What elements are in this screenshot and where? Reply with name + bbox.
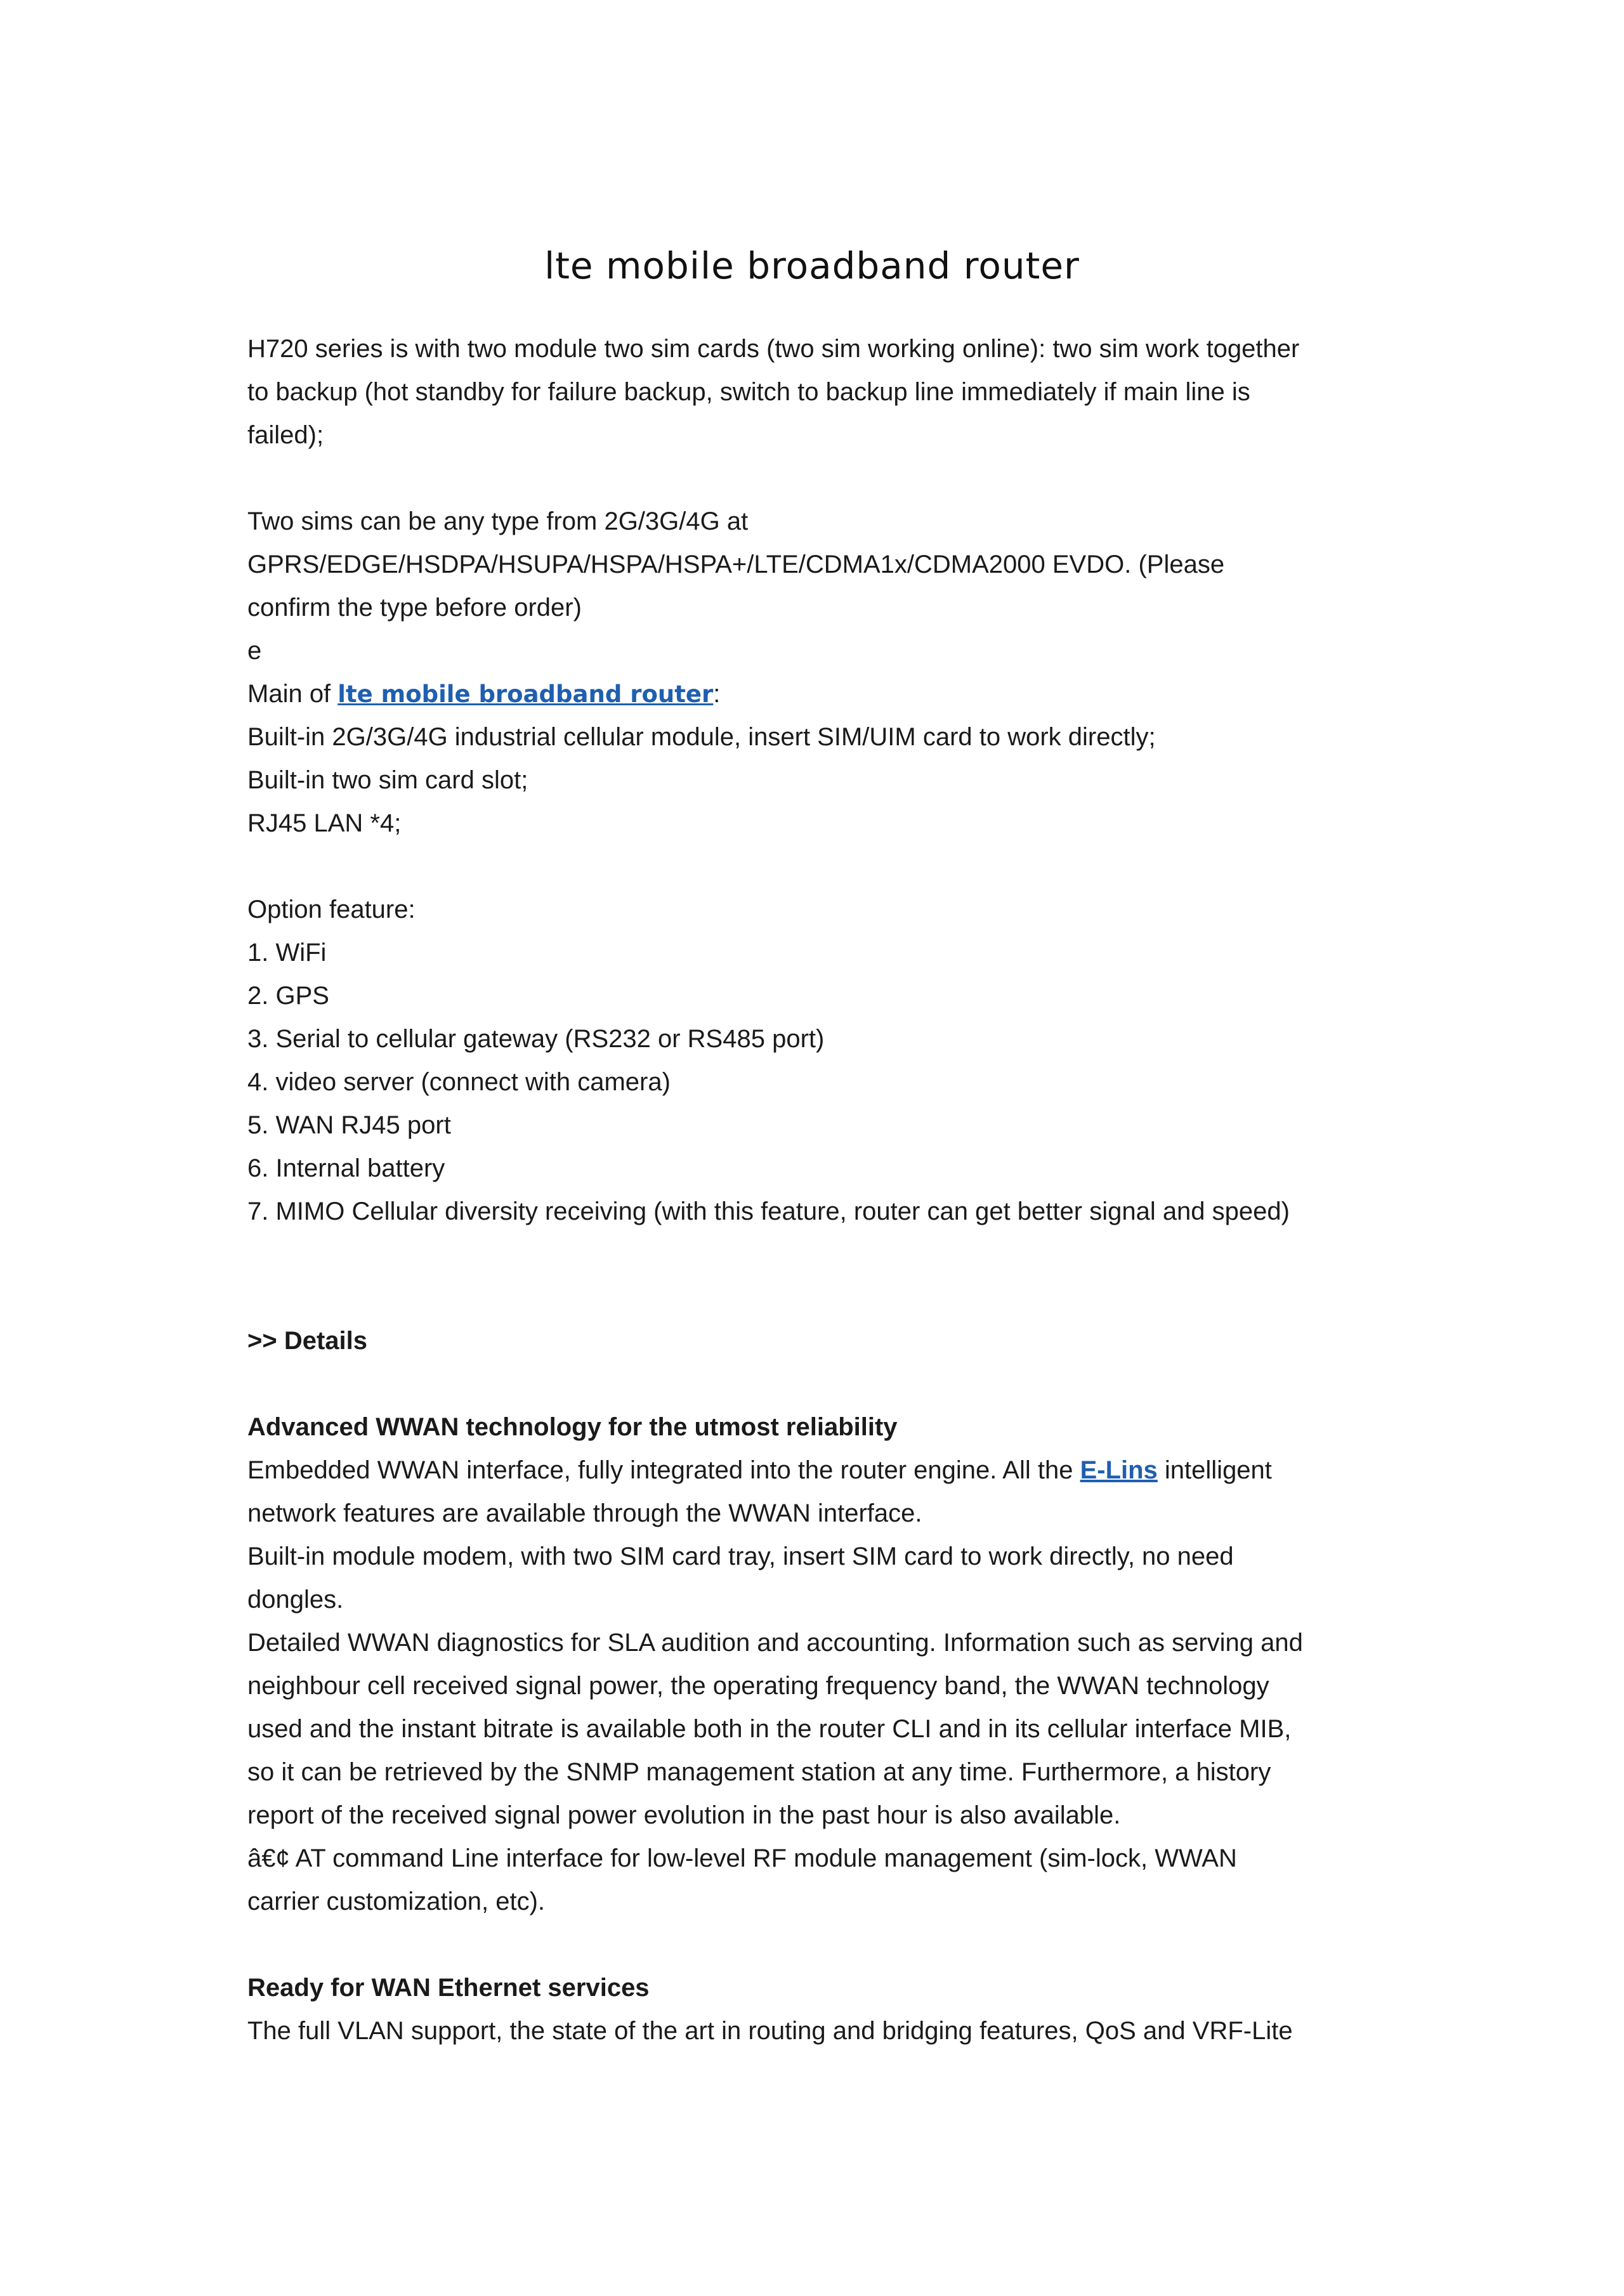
option-item: 2. GPS	[247, 982, 329, 1010]
main-item: RJ45 LAN *4;	[247, 809, 402, 837]
intro-line: to backup (hot standby for failure backup, switch to backup line immediately if main line is	[247, 378, 1250, 406]
wwan-line: â€¢ AT command Line interface for low-level RF module management (sim-lock, WWAN	[247, 1844, 1237, 1872]
ethernet-line: The full VLAN support, the state of the art in routing and bridging features, QoS and VRF-Lite	[247, 2017, 1293, 2045]
wwan-line: so it can be retrieved by the SNMP management station at any time. Furthermore, a history	[247, 1758, 1271, 1786]
document-body	[247, 327, 1408, 2052]
sims-line: e	[247, 637, 262, 665]
main-heading	[247, 672, 1408, 715]
option-item: 4. video server (connect with camera)	[247, 1068, 671, 1096]
elins-link[interactable]: E-Lins	[1080, 1456, 1158, 1484]
sims-line: GPRS/EDGE/HSDPA/HSUPA/HSPA/HSPA+/LTE/CDMA1x/CDMA2000 EVDO. (Please	[247, 551, 1225, 578]
sims-line: confirm the type before order)	[247, 594, 582, 622]
wwan-line: neighbour cell received signal power, the operating frequency band, the WWAN technology	[247, 1672, 1269, 1700]
wwan-line: report of the received signal power evolution in the past hour is also available.	[247, 1801, 1121, 1829]
sims-line: Two sims can be any type from 2G/3G/4G at	[247, 507, 749, 535]
option-item: 7. MIMO Cellular diversity receiving (with this feature, router can get better signal and speed)	[247, 1197, 1290, 1225]
wwan-line: Built-in module modem, with two SIM card tray, insert SIM card to work directly, no need	[247, 1543, 1234, 1570]
main-prefix: Main of	[247, 680, 338, 708]
option-item: 3. Serial to cellular gateway (RS232 or RS485 port)	[247, 1025, 825, 1053]
main-suffix: :	[713, 680, 721, 708]
ethernet-heading: Ready for WAN Ethernet services	[247, 1974, 650, 2002]
page-title: lte mobile broadband router	[544, 244, 1080, 287]
wwan-line: used and the instant bitrate is available both in the router CLI and in its cellular interface MIB,	[247, 1715, 1292, 1743]
details-heading: >> Details	[247, 1327, 368, 1355]
intro-line: failed);	[247, 421, 324, 449]
option-item: 5. WAN RJ45 port	[247, 1111, 451, 1139]
option-heading: Option feature:	[247, 896, 416, 923]
main-item: Built-in two sim card slot;	[247, 766, 528, 794]
wwan-line: dongles.	[247, 1586, 344, 1614]
option-item: 1. WiFi	[247, 939, 327, 967]
product-link[interactable]: lte mobile broadband router	[337, 681, 714, 708]
intro-line: H720 series is with two module two sim cards (two sim working online): two sim work together	[247, 335, 1300, 363]
wwan-line: Detailed WWAN diagnostics for SLA audition and accounting. Information such as serving and	[247, 1629, 1303, 1657]
wwan-heading: Advanced WWAN technology for the utmost reliability	[247, 1413, 898, 1441]
wwan-line-suffix: intelligent	[1157, 1456, 1272, 1484]
wwan-line-prefix: Embedded WWAN interface, fully integrated into the router engine. All the	[247, 1456, 1080, 1484]
option-item: 6. Internal battery	[247, 1154, 445, 1182]
wwan-line	[247, 1449, 1408, 1492]
wwan-line: carrier customization, etc).	[247, 1888, 546, 1915]
main-item: Built-in 2G/3G/4G industrial cellular module, insert SIM/UIM card to work directly;	[247, 723, 1156, 751]
wwan-line: network features are available through the WWAN interface.	[247, 1499, 922, 1527]
